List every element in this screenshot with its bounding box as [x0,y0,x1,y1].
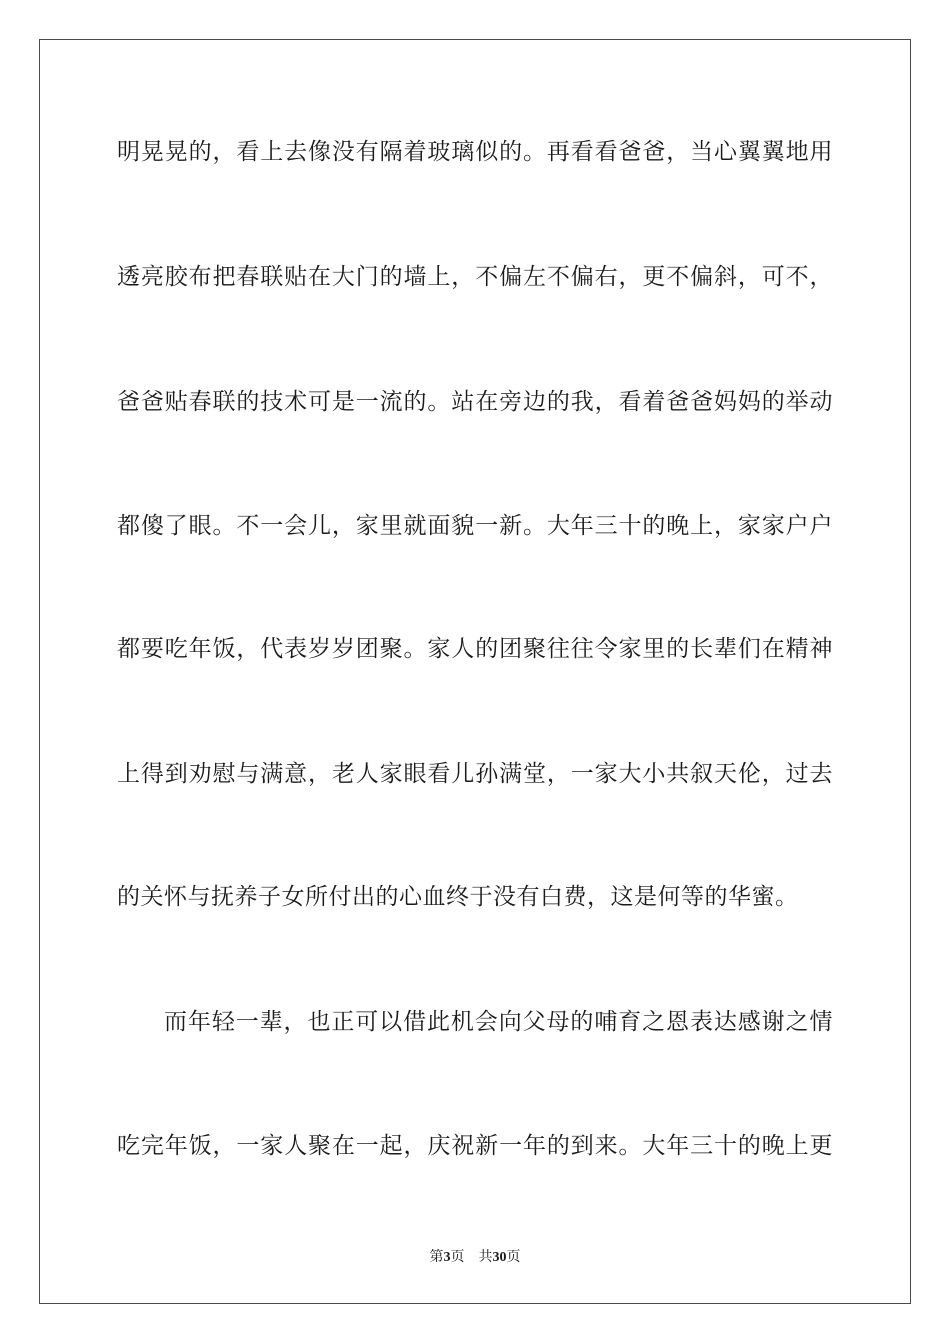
body-text-line-1: 明晃晃的，看上去像没有隔着玻璃似的。再看看爸爸，当心翼翼地用 [117,139,833,165]
body-text-line-2: 透亮胶布把春联贴在大门的墙上，不偏左不偏右，更不偏斜，可不， [117,264,833,290]
body-text-line-8: 而年轻一辈，也正可以借此机会向父母的哺育之恩表达感谢之情 [164,1009,833,1035]
body-text-line-7: 的关怀与抚养子女所付出的心血终于没有白费，这是何等的华蜜。 [117,884,799,910]
page-footer [0,1248,950,1267]
page-number: 3 [443,1250,451,1265]
body-text-line-3: 爸爸贴春联的技术可是一流的。站在旁边的我，看着爸爸妈妈的举动 [117,389,833,415]
total-suffix: 页 [506,1250,521,1265]
body-text-line-4: 都傻了眼。不一会儿，家里就面貌一新。大年三十的晚上，家家户户 [117,513,833,539]
page-prefix: 第 [429,1250,444,1265]
body-text-line-5: 都要吃年饭，代表岁岁团聚。家人的团聚往往令家里的长辈们在精神 [117,636,833,662]
total-prefix: 共 [478,1250,493,1265]
page-border [39,39,911,1304]
body-text-line-9: 吃完年饭，一家人聚在一起，庆祝新一年的到来。大年三十的晚上更 [117,1133,833,1159]
body-text-line-6: 上得到劝慰与满意，老人家眼看儿孙满堂，一家大小共叙天伦，过去 [117,761,833,787]
total-pages: 30 [492,1250,507,1265]
page-suffix: 页 [450,1250,465,1265]
